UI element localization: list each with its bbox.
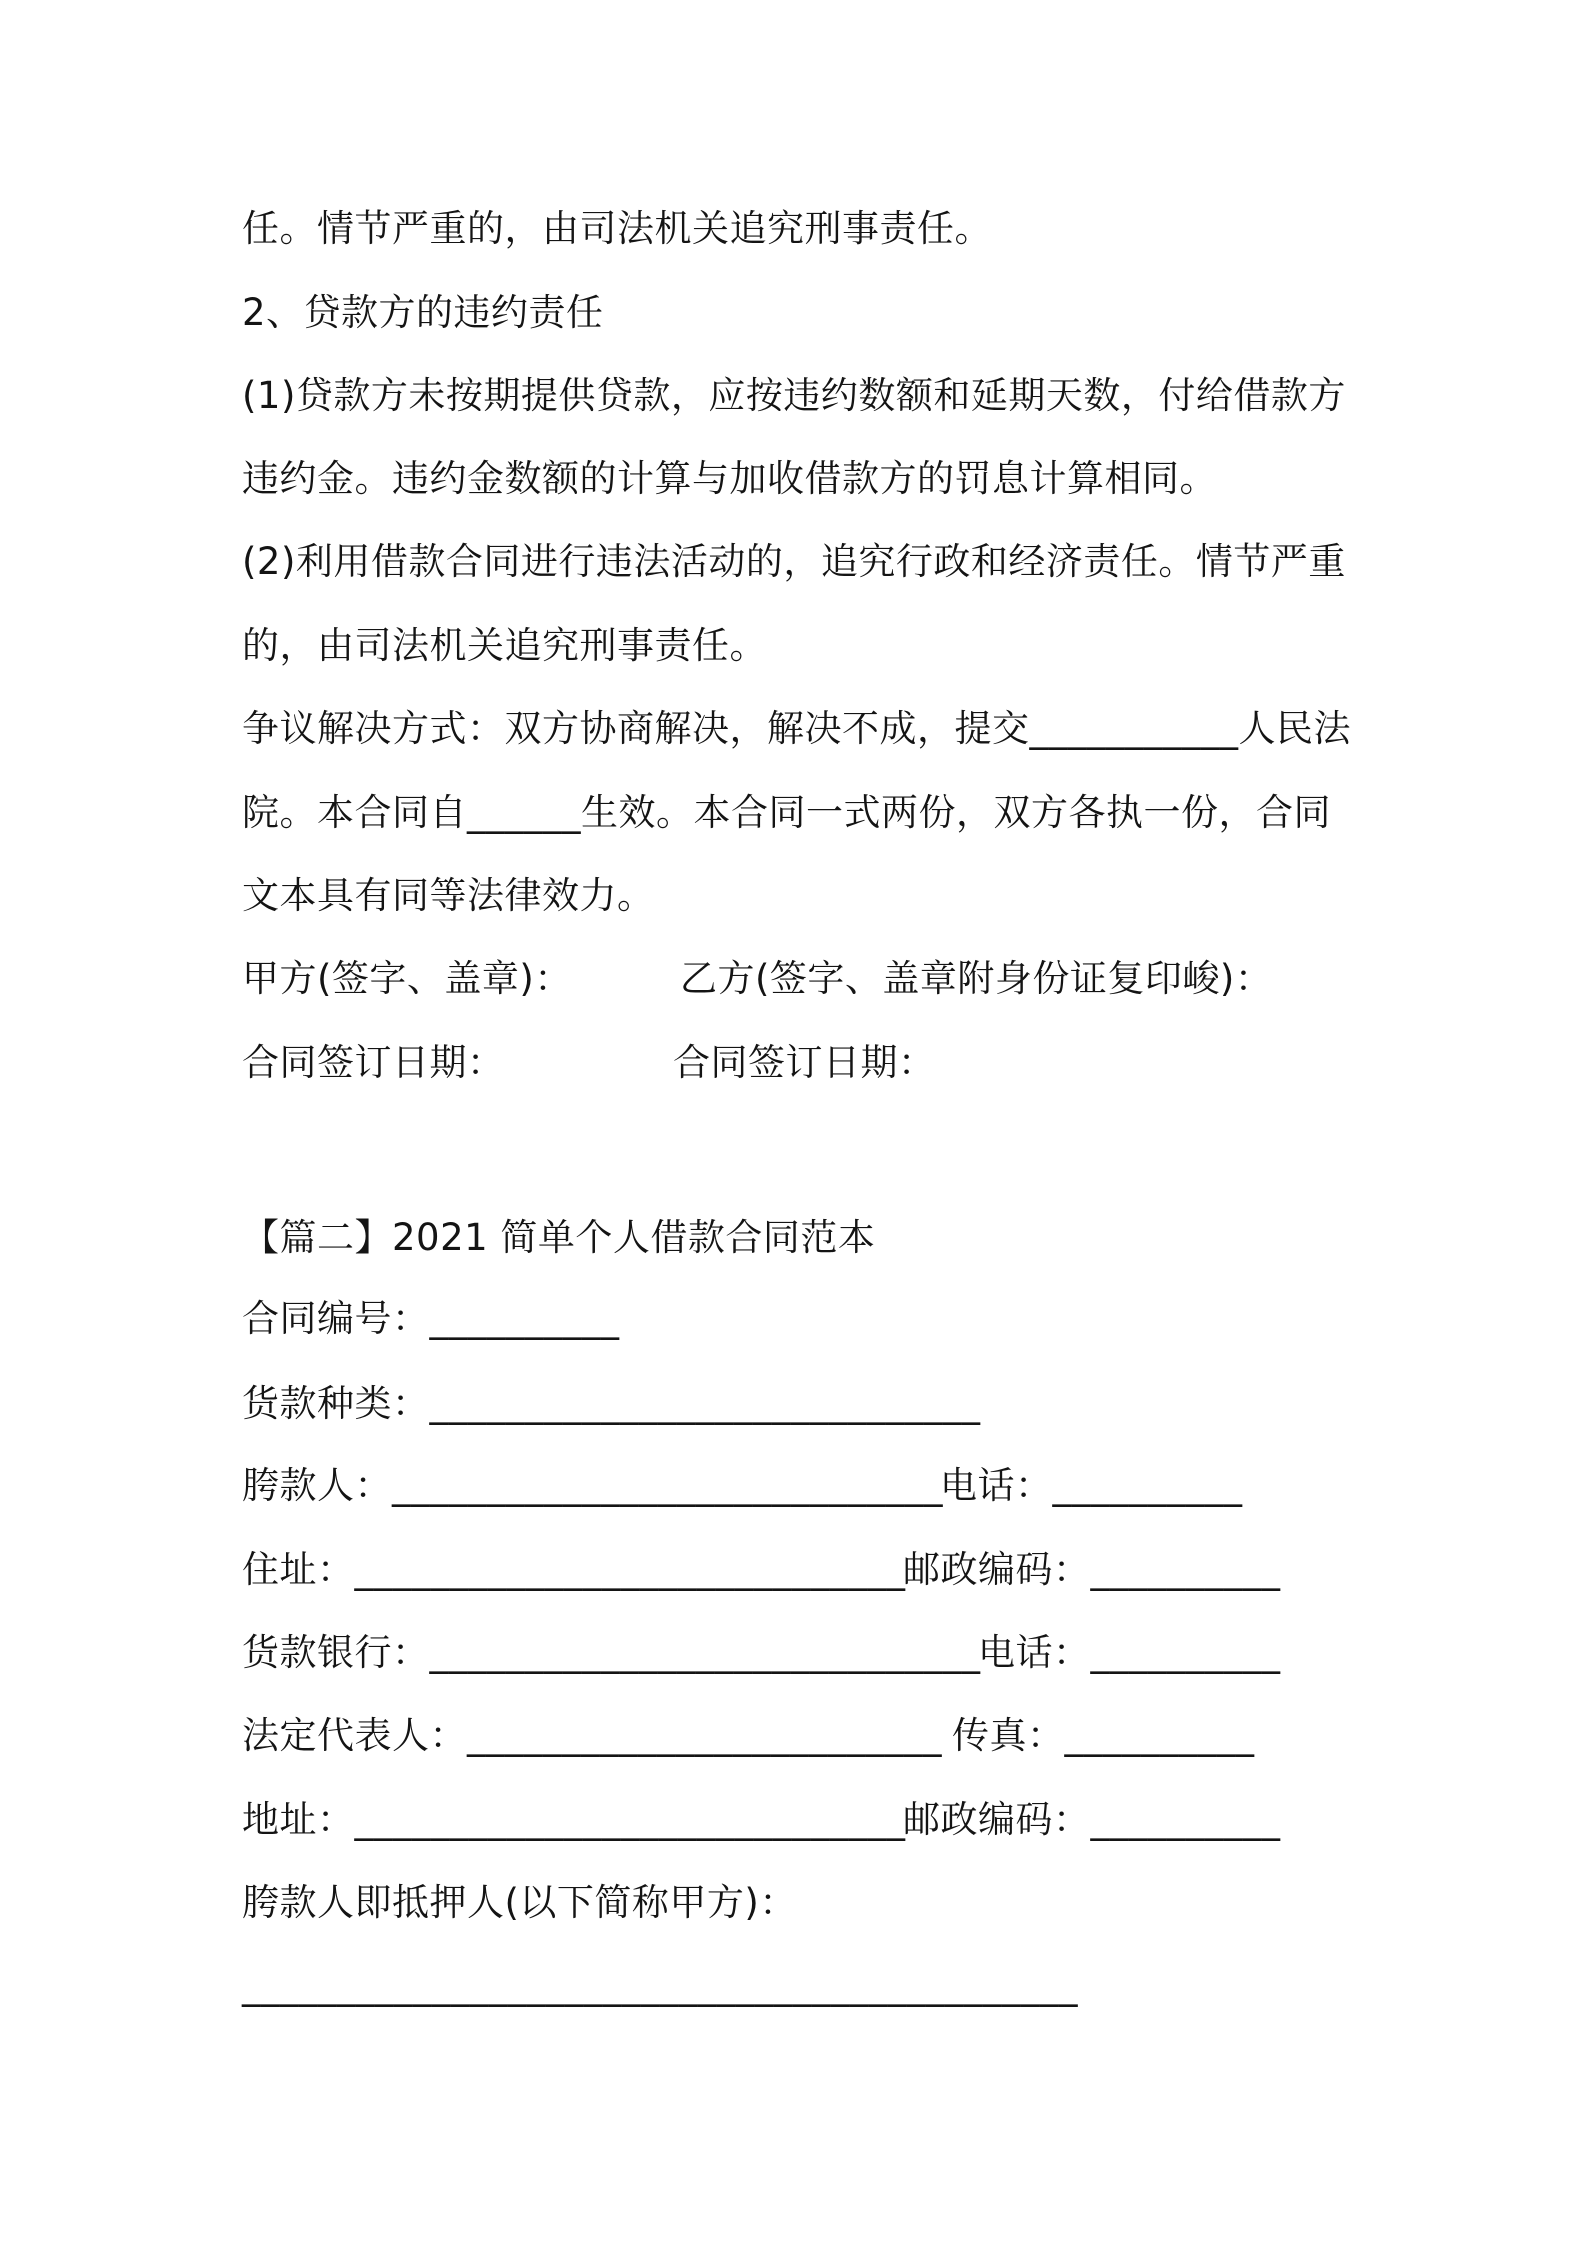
loan-type-field: 货款种类：_____________________________ — [242, 1382, 981, 1425]
section-title: 【篇二】2021 简单个人借款合同范本 — [242, 1216, 876, 1259]
text-line-6: 的，由司法机关追究刑事责任。 — [242, 624, 767, 667]
sign-date-a: 合同签订日期： — [242, 1041, 505, 1084]
postcode-field: 邮政编码：__________ — [903, 1548, 1281, 1591]
borrower-phone-field: 电话：__________ — [940, 1464, 1243, 1507]
mortgagor-label: 胯款人即抵押人(以下简称甲方)： — [242, 1881, 797, 1924]
text-line-5: (2)利用借款合同进行违法活动的，追究行政和经济责任。情节严重 — [242, 540, 1346, 583]
heading-lender-liability: 2、贷款方的违约责任 — [242, 291, 604, 334]
fax-field: 传真：__________ — [952, 1714, 1255, 1757]
signature-party-b: 乙方(签字、盖章附身份证复印峻)： — [680, 957, 1273, 1000]
text-line-effective: 院。本合同自______生效。本合同一式两份，双方各执一份，合同 — [242, 791, 1331, 834]
bank-field: 货款银行：_____________________________ — [242, 1631, 981, 1674]
text-line-1: 任。情节严重的，由司法机关追究刑事责任。 — [242, 207, 992, 250]
text-line-dispute: 争议解决方式：双方协商解决，解决不成，提交___________人民法 — [242, 707, 1351, 750]
borrower-field: 胯款人：_____________________________ — [242, 1464, 943, 1507]
signature-party-a: 甲方(签字、盖章)： — [242, 957, 572, 1000]
sign-date-b: 合同签订日期： — [673, 1041, 936, 1084]
text-line-4: 违约金。违约金数额的计算与加收借款方的罚息计算相同。 — [242, 457, 1217, 500]
bank-phone-field: 电话：__________ — [978, 1631, 1281, 1674]
text-line-3: (1)贷款方未按期提供贷款，应按违约数额和延期天数，付给借款方 — [242, 374, 1346, 417]
mortgagor-blank-line: ____________________________________________ — [242, 1964, 1078, 2007]
bank-postcode-field: 邮政编码：__________ — [903, 1798, 1281, 1841]
legal-rep-field: 法定代表人：_________________________ — [242, 1714, 942, 1757]
contract-number-field: 合同编号：__________ — [242, 1297, 620, 1340]
bank-address-field: 地址：_____________________________ — [242, 1798, 906, 1841]
address-field: 住址：_____________________________ — [242, 1548, 906, 1591]
text-line-validity: 文本具有同等法律效力。 — [242, 874, 655, 917]
